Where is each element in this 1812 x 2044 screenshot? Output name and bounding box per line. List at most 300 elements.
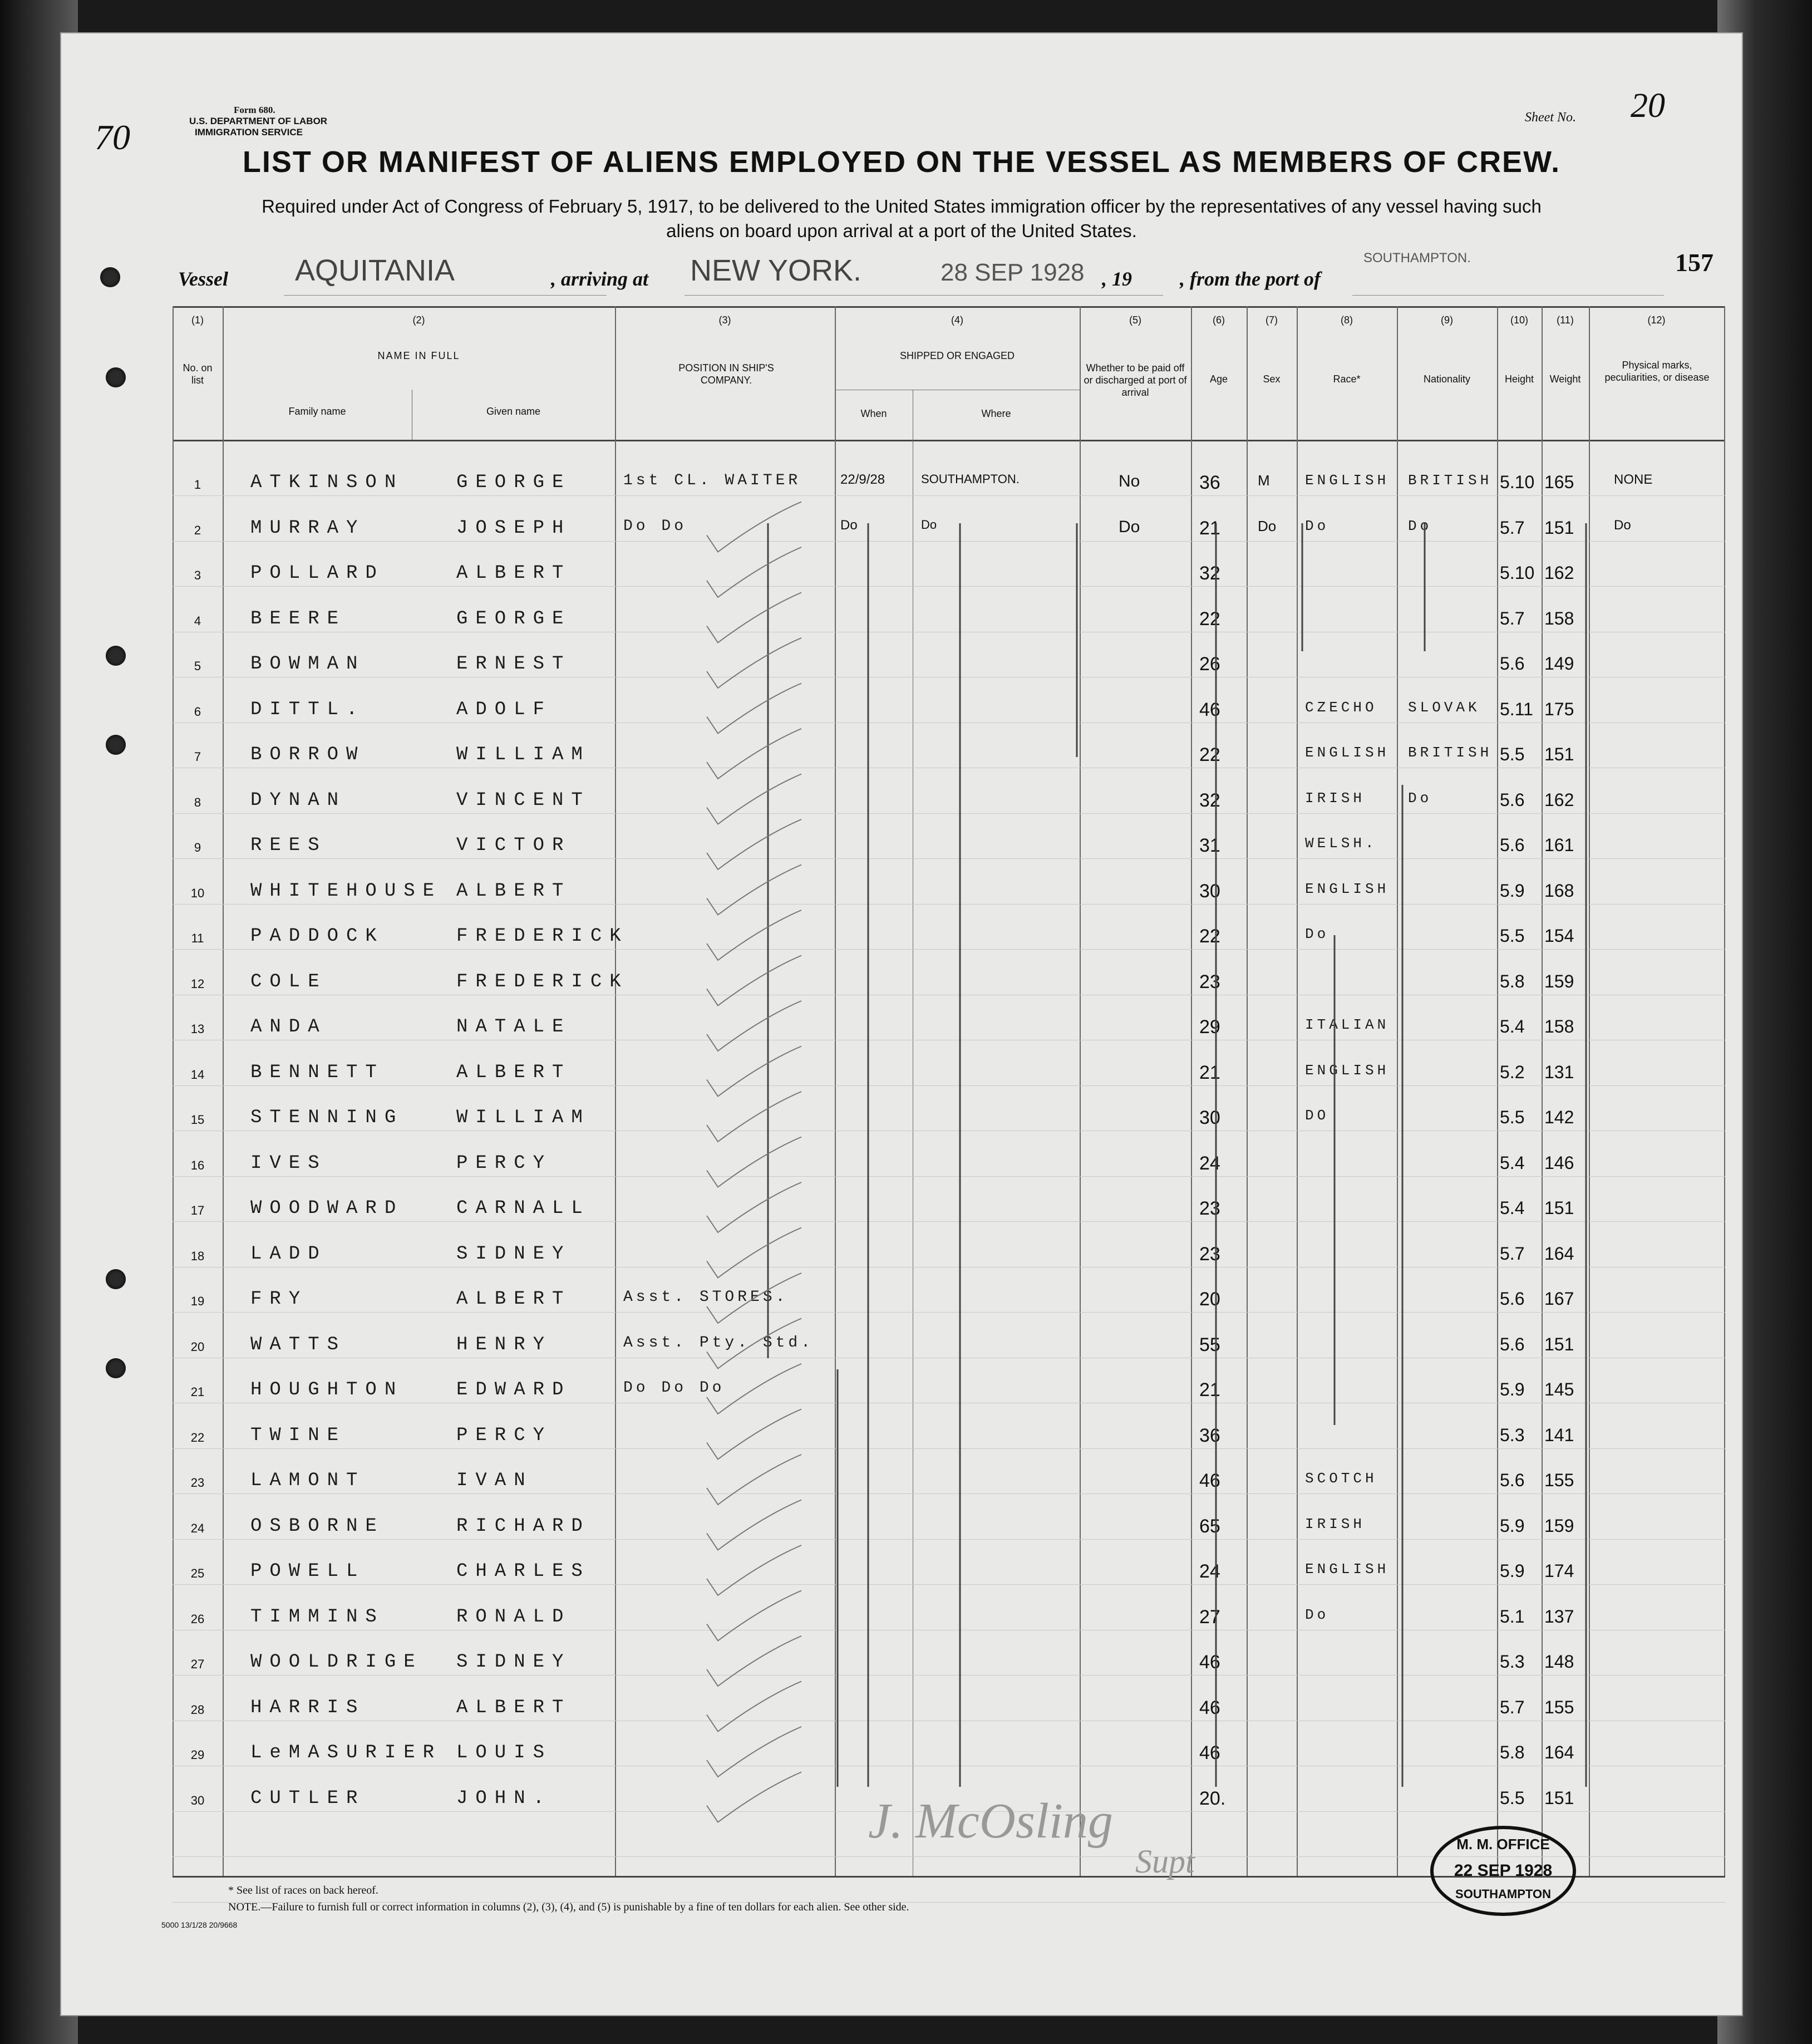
cell-given: CARNALL — [456, 1198, 590, 1219]
cell-given: PERCY — [456, 1424, 553, 1446]
row-number: 26 — [190, 1611, 205, 1626]
cell-race: WELSH. — [1305, 835, 1377, 852]
row-number: 20 — [190, 1339, 205, 1354]
cell-age: 65 — [1199, 1515, 1220, 1537]
cell-weight: 164 — [1544, 1742, 1574, 1762]
row-number: 27 — [190, 1657, 205, 1671]
cell-age: 31 — [1199, 835, 1220, 856]
row-number: 3 — [194, 568, 201, 582]
cell-race: ENGLISH — [1305, 1561, 1390, 1578]
cell-given: GEORGE — [456, 608, 572, 630]
cell-age: 29 — [1199, 1016, 1220, 1038]
cell-family: MURRAY — [250, 517, 366, 539]
cell-given: RICHARD — [456, 1515, 590, 1537]
department: U.S. DEPARTMENT OF LABOR — [189, 116, 328, 126]
arrival-port: NEW YORK. — [690, 254, 862, 287]
row-number: 28 — [190, 1702, 205, 1717]
cell-age: 46 — [1199, 699, 1220, 720]
cell-height: 5.9 — [1500, 1379, 1525, 1399]
cell-sex: Do — [1258, 517, 1277, 534]
manifest-sheet — [61, 33, 1742, 2015]
cell-age: 21 — [1199, 517, 1220, 539]
row-number: 15 — [190, 1113, 205, 1127]
cell-age: 21 — [1199, 1379, 1220, 1401]
cell-weight: 146 — [1544, 1152, 1574, 1173]
header-height: Height — [1504, 374, 1534, 385]
cell-age: 20. — [1199, 1787, 1226, 1809]
cell-family: POWELL — [250, 1561, 366, 1582]
departure-port: SOUTHAMPTON. — [1363, 250, 1471, 266]
cell-weight: 159 — [1544, 971, 1574, 991]
check-mark — [707, 502, 801, 552]
cell-height: 5.5 — [1500, 1787, 1525, 1808]
header-paid-off: Whether to be paid off or discharged at port of arrival — [1084, 362, 1187, 398]
row-number: 25 — [190, 1566, 205, 1580]
cell-height: 5.4 — [1500, 1198, 1525, 1218]
cell-age: 23 — [1199, 1198, 1220, 1219]
cell-sex: M — [1258, 472, 1270, 489]
row-number: 23 — [190, 1476, 205, 1490]
cell-height: 5.11 — [1500, 699, 1533, 719]
cell-age: 46 — [1199, 1470, 1220, 1491]
cell-given: IVAN — [456, 1470, 533, 1491]
cell-height: 5.9 — [1500, 1561, 1525, 1581]
signature: J. McOsling — [868, 1794, 1113, 1849]
row-number: 7 — [194, 750, 201, 764]
cell-position: 1st CL. WAITER — [623, 472, 801, 489]
col-number: (5) — [1129, 315, 1141, 326]
row-number: 13 — [190, 1022, 205, 1036]
cell-family: BOWMAN — [250, 654, 366, 675]
row-number: 10 — [190, 886, 205, 900]
year-label: , 19 — [1102, 268, 1132, 290]
cell-race: SCOTCH — [1305, 1470, 1377, 1487]
vessel-label: Vessel — [178, 268, 228, 290]
cell-weight: 168 — [1544, 880, 1574, 901]
cell-given: CHARLES — [456, 1561, 590, 1582]
check-mark — [707, 593, 801, 643]
cell-age: 32 — [1199, 563, 1220, 584]
cell-height: 5.6 — [1500, 1470, 1525, 1490]
cell-height: 5.10 — [1500, 563, 1535, 583]
cell-family: WOOLDRIGE — [250, 1652, 423, 1673]
cell-given: WILLIAM — [456, 1107, 590, 1128]
cell-weight: 151 — [1544, 1198, 1574, 1218]
cell-family: WATTS — [250, 1334, 347, 1355]
cell-age: 22 — [1199, 744, 1220, 765]
row-number: 14 — [190, 1067, 205, 1082]
col-number: (12) — [1647, 315, 1666, 326]
row-number: 11 — [191, 931, 204, 945]
cell-age: 23 — [1199, 971, 1220, 992]
row-number: 29 — [190, 1748, 205, 1762]
cell-weight: 174 — [1544, 1561, 1574, 1581]
cell-family: LAMONT — [250, 1470, 366, 1491]
cell-nationality: Do — [1408, 517, 1432, 534]
cell-age: 24 — [1199, 1561, 1220, 1582]
row-number: 17 — [190, 1203, 205, 1217]
cell-height: 5.4 — [1500, 1016, 1525, 1036]
cell-height: 5.8 — [1500, 971, 1525, 991]
cell-family: ATKINSON — [250, 472, 404, 493]
office-stamp — [1430, 1826, 1576, 1916]
cell-given: JOSEPH — [456, 517, 572, 539]
cell-position: Asst. STORES. — [623, 1289, 789, 1306]
cell-weight: 142 — [1544, 1107, 1574, 1127]
service: IMMIGRATION SERVICE — [195, 127, 303, 137]
check-mark — [707, 1319, 801, 1369]
stamp-date: 22 SEP 1928 — [1454, 1861, 1553, 1880]
cell-given: FREDERICK — [456, 971, 629, 992]
cell-height: 5.6 — [1500, 1334, 1525, 1354]
cell-given: SIDNEY — [456, 1652, 572, 1673]
cell-weight: 131 — [1544, 1062, 1574, 1082]
vessel-name: AQUITANIA — [295, 254, 455, 287]
check-mark — [707, 1273, 801, 1323]
cell-height: 5.6 — [1500, 835, 1525, 855]
check-mark — [707, 684, 801, 734]
cell-family: WOODWARD — [250, 1198, 404, 1219]
cell-nationality: Do — [1408, 789, 1432, 807]
cell-height: 5.9 — [1500, 880, 1525, 901]
check-mark — [707, 1228, 801, 1278]
cell-family: STENNING — [250, 1107, 404, 1128]
header-sex: Sex — [1263, 374, 1281, 385]
row-number: 18 — [190, 1249, 205, 1263]
header-physical-marks: Physical marks, peculiarities, or disease — [1604, 360, 1710, 383]
cell-height: 5.6 — [1500, 1289, 1525, 1309]
cell-height: 5.3 — [1500, 1424, 1525, 1445]
check-mark — [707, 1545, 801, 1595]
check-mark — [707, 1591, 801, 1641]
check-mark — [707, 1636, 801, 1686]
cell-weight: 175 — [1544, 699, 1574, 719]
stamp-number: 157 — [1675, 248, 1713, 277]
cell-given: NATALE — [456, 1016, 572, 1038]
check-mark — [707, 1046, 801, 1097]
cell-family: POLLARD — [250, 563, 385, 584]
col-number: (11) — [1557, 315, 1574, 326]
cell-position: Do Do — [623, 517, 687, 535]
cell-given: LOUIS — [456, 1742, 553, 1763]
cell-nationality: BRITISH — [1408, 744, 1493, 761]
cell-height: 5.3 — [1500, 1652, 1525, 1672]
cell-family: TIMMINS — [250, 1606, 385, 1628]
cell-given: RONALD — [456, 1606, 572, 1628]
cell-given: JOHN. — [456, 1787, 553, 1809]
cell-family: COLE — [250, 971, 327, 992]
header-nationality: Nationality — [1423, 374, 1471, 385]
header-race: Race* — [1333, 374, 1361, 385]
check-mark — [707, 1455, 801, 1505]
cell-family: HOUGHTON — [250, 1379, 404, 1401]
row-number: 21 — [190, 1385, 205, 1399]
cell-age: 46 — [1199, 1742, 1220, 1763]
cell-height: 5.7 — [1500, 1243, 1525, 1264]
row-number: 1 — [194, 478, 201, 492]
cell-age: 27 — [1199, 1606, 1220, 1628]
col-number: (4) — [951, 315, 963, 326]
cell-weight: 151 — [1544, 1334, 1574, 1354]
stamp-bottom: SOUTHAMPTON — [1455, 1887, 1551, 1901]
cell-when: 22/9/28 — [840, 472, 885, 487]
cell-race: ITALIAN — [1305, 1016, 1390, 1033]
cell-height: 5.7 — [1500, 517, 1525, 538]
cell-nationality: SLOVAK — [1408, 699, 1480, 716]
cell-race: ENGLISH — [1305, 472, 1390, 489]
cell-family: LeMASURIER — [250, 1742, 442, 1763]
header-name-in-full: NAME IN FULL — [377, 350, 460, 361]
cell-family: CUTLER — [250, 1787, 366, 1809]
cell-weight: 151 — [1544, 744, 1574, 764]
row-number: 9 — [194, 841, 201, 854]
form-number: Form 680. — [234, 105, 275, 115]
ditto-marks — [61, 33, 1742, 2015]
col-number: (7) — [1266, 315, 1278, 326]
cell-age: 36 — [1199, 1424, 1220, 1446]
cell-family: HARRIS — [250, 1697, 366, 1718]
cell-weight: 162 — [1544, 563, 1574, 583]
cell-age: 55 — [1199, 1334, 1220, 1355]
footnote-failure: NOTE.—Failure to furnish full or correct information in columns (2), (3), (4), and (5) is punishable by a fine of ten dollars for each alien. See other side. — [228, 1901, 909, 1913]
check-mark — [707, 819, 801, 869]
cell-given: ERNEST — [456, 654, 572, 675]
cell-family: TWINE — [250, 1424, 347, 1446]
cell-weight: 151 — [1544, 517, 1574, 538]
cell-weight: 145 — [1544, 1379, 1574, 1399]
header-shipped: SHIPPED OR ENGAGED — [899, 350, 1015, 361]
check-mark — [707, 638, 801, 688]
cell-given: ALBERT — [456, 1062, 572, 1083]
cell-weight: 148 — [1544, 1652, 1574, 1672]
cell-height: 5.6 — [1500, 789, 1525, 810]
from-label: , from the port of — [1180, 268, 1321, 290]
check-mark — [707, 865, 801, 915]
cell-weight: 141 — [1544, 1424, 1574, 1445]
check-mark — [707, 956, 801, 1006]
subtitle-line-2: aliens on board upon arrival at a port of the United States. — [666, 220, 1137, 241]
cell-weight: 158 — [1544, 608, 1574, 628]
header-family-name: Family name — [288, 406, 346, 417]
col-number: (1) — [191, 315, 204, 326]
cell-height: 5.5 — [1500, 1107, 1525, 1127]
cell-given: GEORGE — [456, 472, 572, 493]
cell-given: ADOLF — [456, 699, 553, 720]
row-number: 12 — [190, 976, 205, 991]
cell-weight: 167 — [1544, 1289, 1574, 1309]
sheet-label: Sheet No. — [1525, 110, 1576, 125]
row-number: 19 — [190, 1294, 205, 1308]
cell-weight: 155 — [1544, 1470, 1574, 1490]
check-mark — [707, 1364, 801, 1414]
cell-family: BEERE — [250, 608, 347, 630]
cell-family: OSBORNE — [250, 1515, 385, 1537]
header-no-on-list: No. on list — [183, 362, 213, 386]
cell-family: BORROW — [250, 744, 366, 765]
cell-weight: 164 — [1544, 1243, 1574, 1264]
check-mark — [707, 1182, 801, 1232]
header-weight: Weight — [1549, 374, 1581, 385]
row-number: 24 — [190, 1521, 205, 1535]
cell-family: DYNAN — [250, 789, 347, 811]
cell-race: CZECHO — [1305, 699, 1377, 716]
cell-family: IVES — [250, 1152, 327, 1174]
margin-note: 70 — [95, 117, 130, 157]
subtitle-line-1: Required under Act of Congress of February 5, 1917, to be delivered to the United States immigration officer by the representatives of any vessel having such — [262, 196, 1542, 217]
cell-weight: 161 — [1544, 835, 1574, 855]
cell-family: ANDA — [250, 1016, 327, 1038]
cell-where: Do — [921, 517, 937, 532]
sheet-number: 20 — [1631, 87, 1665, 125]
cell-height: 5.5 — [1500, 926, 1525, 946]
cell-where: SOUTHAMPTON. — [921, 472, 1020, 486]
cell-height: 5.1 — [1500, 1606, 1525, 1627]
check-mark — [707, 1409, 801, 1460]
cell-given: SIDNEY — [456, 1243, 572, 1265]
check-mark — [707, 1500, 801, 1550]
cell-age: 22 — [1199, 608, 1220, 630]
check-mark — [707, 547, 801, 597]
col-number: (10) — [1510, 315, 1528, 326]
cell-nationality: BRITISH — [1408, 472, 1493, 489]
cell-weight: 155 — [1544, 1697, 1574, 1717]
check-mark — [707, 1092, 801, 1142]
page-title: LIST OR MANIFEST OF ALIENS EMPLOYED ON THE VESSEL AS MEMBERS OF CREW. — [242, 145, 1561, 179]
cell-age: 46 — [1199, 1652, 1220, 1673]
cell-age: 26 — [1199, 654, 1220, 675]
check-mark — [707, 1001, 801, 1051]
arriving-label: , arriving at — [551, 268, 649, 290]
cell-race: ENGLISH — [1305, 1062, 1390, 1079]
row-number: 6 — [194, 704, 201, 719]
col-number: (9) — [1441, 315, 1453, 326]
cell-race: DO — [1305, 1107, 1330, 1124]
col-number: (8) — [1341, 315, 1353, 326]
col-number: (3) — [718, 315, 731, 326]
cell-height: 5.4 — [1500, 1152, 1525, 1173]
cell-age: 36 — [1199, 472, 1220, 493]
cell-position: Asst. Pty. Std. — [623, 1334, 814, 1352]
cell-when: Do — [840, 517, 858, 533]
cell-given: FREDERICK — [456, 926, 629, 947]
cell-race: Do — [1305, 1606, 1330, 1623]
cell-height: 5.7 — [1500, 1697, 1525, 1717]
col-number: (2) — [412, 315, 425, 326]
cell-age: 24 — [1199, 1152, 1220, 1174]
cell-weight: 154 — [1544, 926, 1574, 946]
header-given-name: Given name — [486, 406, 541, 417]
cell-given: PERCY — [456, 1152, 553, 1174]
cell-given: HENRY — [456, 1334, 553, 1355]
cell-marks: Do — [1614, 517, 1631, 533]
cell-age: 21 — [1199, 1062, 1220, 1083]
header-where: Where — [981, 408, 1011, 419]
cell-paid: No — [1119, 472, 1140, 490]
cell-family: FRY — [250, 1289, 308, 1310]
cell-race: IRISH — [1305, 1515, 1366, 1532]
check-mark — [707, 1772, 801, 1822]
cell-height: 5.6 — [1500, 654, 1525, 674]
arrival-date: 28 SEP 1928 — [941, 259, 1085, 286]
cell-race: ENGLISH — [1305, 880, 1390, 897]
cell-paid: Do — [1119, 517, 1140, 536]
cell-race: IRISH — [1305, 789, 1366, 807]
check-mark — [707, 1727, 801, 1777]
header-position: POSITION IN SHIP'S COMPANY. — [678, 362, 774, 386]
cell-position: Do Do Do — [623, 1379, 725, 1397]
cell-age: 30 — [1199, 1107, 1220, 1128]
cell-weight: 137 — [1544, 1606, 1574, 1627]
cell-height: 5.9 — [1500, 1515, 1525, 1536]
cell-race: ENGLISH — [1305, 744, 1390, 761]
row-number: 8 — [194, 795, 201, 809]
cell-given: EDWARD — [456, 1379, 572, 1401]
check-mark — [707, 729, 801, 779]
cell-height: 5.2 — [1500, 1062, 1525, 1082]
cell-given: WILLIAM — [456, 744, 590, 765]
cell-height: 5.7 — [1500, 608, 1525, 628]
cell-family: PADDOCK — [250, 926, 385, 947]
cell-weight: 162 — [1544, 789, 1574, 810]
row-number: 22 — [190, 1430, 205, 1444]
cell-age: 22 — [1199, 926, 1220, 947]
row-number: 4 — [194, 613, 201, 628]
cell-race: Do — [1305, 926, 1330, 942]
cell-given: VICTOR — [456, 835, 572, 856]
cell-age: 30 — [1199, 880, 1220, 902]
cell-height: 5.5 — [1500, 744, 1525, 764]
cell-weight: 158 — [1544, 1016, 1574, 1036]
cell-weight: 151 — [1544, 1787, 1574, 1808]
cell-family: WHITEHOUSE — [250, 880, 442, 902]
cell-family: LADD — [250, 1243, 327, 1265]
cell-age: 32 — [1199, 789, 1220, 811]
footnote-races: * See list of races on back hereof. — [228, 1884, 378, 1896]
cell-height: 5.10 — [1500, 472, 1535, 492]
col-number: (6) — [1213, 315, 1225, 326]
cell-given: ALBERT — [456, 880, 572, 902]
cell-age: 23 — [1199, 1243, 1220, 1265]
check-mark — [707, 1137, 801, 1187]
check-mark — [707, 774, 801, 824]
cell-marks: NONE — [1614, 472, 1653, 487]
row-number: 5 — [194, 659, 201, 673]
cell-given: ALBERT — [456, 1697, 572, 1718]
cell-race: Do — [1305, 517, 1330, 534]
cell-family: REES — [250, 835, 327, 856]
row-number: 30 — [190, 1793, 205, 1807]
cell-weight: 149 — [1544, 654, 1574, 674]
cell-given: ALBERT — [456, 563, 572, 584]
row-number: 16 — [190, 1158, 205, 1172]
cell-height: 5.8 — [1500, 1742, 1525, 1762]
header-age: Age — [1209, 374, 1228, 385]
check-mark — [707, 1682, 801, 1732]
cell-age: 46 — [1199, 1697, 1220, 1718]
check-mark — [707, 910, 801, 960]
signature-title: Supt — [1135, 1843, 1195, 1880]
header-when: When — [860, 408, 887, 419]
cell-family: DITTL. — [250, 699, 366, 720]
cell-given: VINCENT — [456, 789, 590, 811]
cell-weight: 159 — [1544, 1515, 1574, 1536]
row-number: 2 — [194, 523, 201, 537]
cell-family: BENNETT — [250, 1062, 385, 1083]
cell-given: ALBERT — [456, 1289, 572, 1310]
stamp-top: M. M. OFFICE — [1456, 1836, 1550, 1853]
print-code: 5000 13/1/28 20/9668 — [161, 1920, 238, 1929]
cell-age: 20 — [1199, 1289, 1220, 1310]
